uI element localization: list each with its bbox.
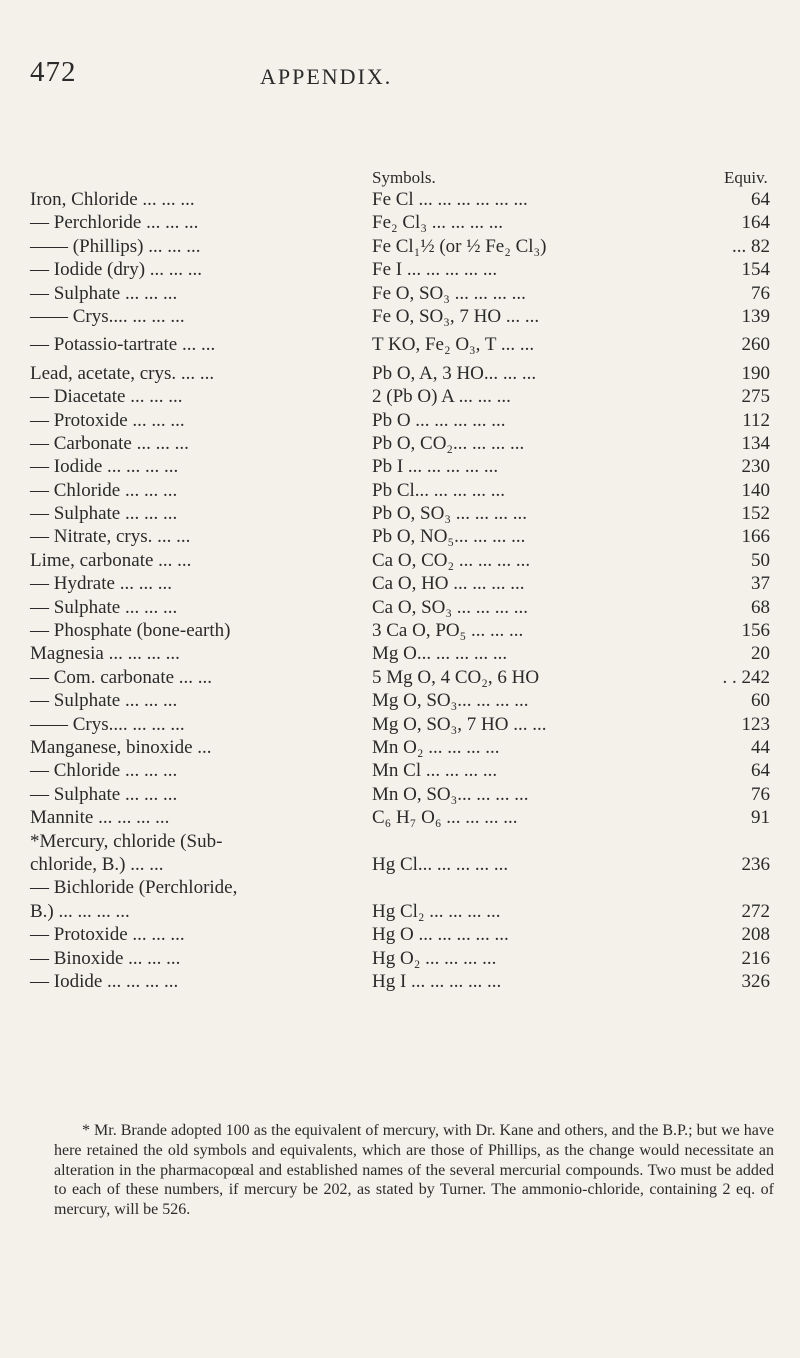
- compound-name: Lead, acetate, crys. ... ...: [30, 362, 215, 384]
- chemical-symbol: Fe Cl ... ... ... ... ... ...: [372, 189, 528, 210]
- equiv-heading: Equiv.: [724, 168, 768, 187]
- equivalent-value: 50: [751, 549, 770, 571]
- chemical-symbol: Pb O, SO₃ ... ... ... ...: [372, 503, 527, 525]
- equivalent-value: ... 82: [732, 235, 770, 257]
- chemical-symbol: 5 Mg O, 4 CO₂, 6 HO: [372, 666, 540, 688]
- equivalent-value: 272: [741, 900, 770, 922]
- equivalent-value: 166: [741, 526, 770, 548]
- compound-name: Mannite ... ... ... ...: [30, 807, 170, 829]
- equivalent-value: 164: [741, 212, 770, 234]
- table-row: [30, 549, 800, 572]
- table-row: [30, 333, 800, 356]
- table-row: [30, 713, 800, 736]
- compound-name: — Iodide ... ... ... ...: [30, 970, 179, 992]
- equivalent-value: 140: [741, 479, 770, 501]
- chemical-symbol: Hg I ... ... ... ... ...: [372, 970, 502, 992]
- table-row: [30, 572, 800, 595]
- chemical-symbol: Hg Cl₂ ... ... ... ...: [372, 900, 501, 922]
- table-row: [30, 970, 800, 993]
- compound-name: — Com. carbonate ... ...: [30, 666, 213, 688]
- compound-name: — Protoxide ... ... ...: [30, 409, 185, 431]
- compound-name: — Sulphate ... ... ...: [30, 690, 178, 712]
- compound-name: — Protoxide ... ... ...: [30, 924, 185, 946]
- table-row: [30, 455, 800, 478]
- equivalent-value: 68: [751, 596, 770, 618]
- symbols-heading: Symbols.: [372, 168, 436, 187]
- chemical-symbol: Pb O, NO₅... ... ... ...: [372, 526, 526, 548]
- chemical-symbol: C₆ H₇ O₆ ... ... ... ...: [372, 807, 518, 829]
- compound-name: — Carbonate ... ... ...: [30, 432, 189, 454]
- equivalent-value: 260: [741, 334, 770, 356]
- compound-name: Iron, Chloride ... ... ...: [30, 189, 195, 210]
- equivalent-value: 154: [741, 259, 770, 281]
- compound-name: — Sulphate ... ... ...: [30, 282, 178, 304]
- equivalent-value: 190: [741, 362, 770, 384]
- table-row: [30, 830, 800, 853]
- compound-name: — Phosphate (bone-earth): [30, 620, 231, 642]
- equivalent-value: 275: [741, 386, 770, 408]
- compound-name: —— Crys.... ... ... ...: [30, 713, 185, 735]
- table-row: [30, 385, 800, 408]
- chemical-symbol: Fe O, SO₃, 7 HO ... ...: [372, 305, 540, 327]
- compound-name: *Mercury, chloride (Sub-: [30, 830, 223, 852]
- equivalent-value: 64: [751, 189, 770, 210]
- compound-name: chloride, B.) ... ...: [30, 853, 164, 875]
- table-row: [30, 211, 800, 234]
- table-row: [30, 806, 800, 829]
- table-row: [30, 258, 800, 281]
- equivalent-value: . . 242: [722, 666, 770, 688]
- table-row: [30, 619, 800, 642]
- table-row: [30, 923, 800, 946]
- equivalent-value: 230: [741, 456, 770, 478]
- table-row: [30, 783, 800, 806]
- table-row: [30, 759, 800, 782]
- compound-name: — Iodide (dry) ... ... ...: [30, 259, 203, 281]
- equivalents-table: [30, 188, 800, 993]
- chemical-symbol: Ca O, CO₂ ... ... ... ...: [372, 549, 531, 571]
- table-row: [30, 479, 800, 502]
- table-row: [30, 305, 800, 328]
- compound-name: — Potassio-tartrate ... ...: [30, 334, 216, 356]
- table-row: [30, 235, 800, 258]
- chemical-symbol: Pb Cl... ... ... ... ...: [372, 479, 506, 501]
- chemical-symbol: Pb O, CO₂... ... ... ...: [372, 432, 525, 454]
- chemical-symbol: Fe I ... ... ... ... ...: [372, 259, 498, 281]
- compound-name: B.) ... ... ... ...: [30, 900, 130, 922]
- chemical-symbol: Mg O, SO₃, 7 HO ... ...: [372, 713, 547, 735]
- compound-name: — Perchloride ... ... ...: [30, 212, 199, 234]
- compound-name: — Hydrate ... ... ...: [30, 573, 172, 595]
- equivalent-value: 76: [751, 282, 770, 304]
- table-row: [30, 689, 800, 712]
- compound-name: — Binoxide ... ... ...: [30, 947, 181, 969]
- chemical-symbol: 2 (Pb O) A ... ... ...: [372, 386, 511, 408]
- footnote: * Mr. Brande adopted 100 as the equivalent of mercury, with Dr. Kane and others, and the B.P.; but we have here retained the old symbols and equivalents, which are those of Phillips, as the change would necessitate an alteration in the pharmacopœal and established names of the several mercurial compounds. Two must be added to each of these numbers, if mercury be 202, as stated by Turner. The ammonio-chloride, containing 2 eq. of mercury, will be 526.: [54, 1122, 774, 1219]
- compound-name: — Nitrate, crys. ... ...: [30, 526, 191, 548]
- chemical-symbol: Pb O ... ... ... ... ...: [372, 409, 506, 431]
- chemical-symbol: Pb O, A, 3 HO... ... ...: [372, 362, 537, 384]
- equivalent-value: 139: [741, 305, 770, 327]
- chemical-symbol: Hg O ... ... ... ... ...: [372, 924, 509, 946]
- chemical-symbol: Fe₂ Cl₃ ... ... ... ...: [372, 212, 503, 234]
- compound-name: — Chloride ... ... ...: [30, 479, 178, 501]
- running-title: APPENDIX.: [260, 64, 393, 89]
- compound-name: — Iodide ... ... ... ...: [30, 456, 179, 478]
- compound-name: — Sulphate ... ... ...: [30, 783, 178, 805]
- equivalent-value: 91: [751, 807, 770, 829]
- table-row: [30, 188, 800, 211]
- chemical-symbol: Ca O, SO₃ ... ... ... ...: [372, 596, 528, 618]
- chemical-symbol: 3 Ca O, PO₅ ... ... ...: [372, 620, 524, 642]
- table-row: [30, 642, 800, 665]
- equivalent-value: 236: [741, 853, 770, 875]
- table-row: [30, 736, 800, 759]
- compound-name: — Sulphate ... ... ...: [30, 503, 178, 525]
- column-headings: [30, 168, 800, 190]
- equivalent-value: 152: [741, 503, 770, 525]
- table-row: [30, 409, 800, 432]
- table-row: [30, 876, 800, 899]
- compound-name: Lime, carbonate ... ...: [30, 549, 192, 571]
- equivalent-value: 44: [751, 736, 770, 758]
- table-row: [30, 525, 800, 548]
- table-row: [30, 853, 800, 876]
- compound-name: — Chloride ... ... ...: [30, 760, 178, 782]
- table-row: [30, 947, 800, 970]
- compound-name: — Sulphate ... ... ...: [30, 596, 178, 618]
- chemical-symbol: Pb I ... ... ... ... ...: [372, 456, 499, 478]
- chemical-symbol: Mn Cl ... ... ... ...: [372, 760, 498, 782]
- equivalent-value: 326: [741, 970, 770, 992]
- chemical-symbol: Fe O, SO₃ ... ... ... ...: [372, 282, 526, 304]
- table-row: [30, 900, 800, 923]
- table-row: [30, 596, 800, 619]
- compound-name: —— Crys.... ... ... ...: [30, 305, 185, 327]
- compound-name: — Diacetate ... ... ...: [30, 386, 183, 408]
- chemical-symbol: Hg Cl... ... ... ... ...: [372, 853, 509, 875]
- chemical-symbol: Fe Cl₁½ (or ½ Fe₂ Cl₃): [372, 235, 547, 257]
- equivalent-value: 208: [741, 924, 770, 946]
- equivalent-value: 76: [751, 783, 770, 805]
- equivalent-value: 64: [751, 760, 770, 782]
- table-row: [30, 282, 800, 305]
- chemical-symbol: Ca O, HO ... ... ... ...: [372, 573, 525, 595]
- table-row: [30, 666, 800, 689]
- table-row: [30, 502, 800, 525]
- compound-name: —— (Phillips) ... ... ...: [30, 235, 201, 257]
- chemical-symbol: Mg O, SO₃... ... ... ...: [372, 690, 529, 712]
- compound-name: Manganese, binoxide ...: [30, 736, 212, 758]
- equivalent-value: 20: [751, 643, 770, 665]
- table-row: [30, 362, 800, 385]
- equivalent-value: 216: [741, 947, 770, 969]
- equivalent-value: 156: [741, 620, 770, 642]
- compound-name: Magnesia ... ... ... ...: [30, 643, 180, 665]
- equivalent-value: 60: [751, 690, 770, 712]
- equivalent-value: 134: [741, 432, 770, 454]
- table-row: [30, 432, 800, 455]
- chemical-symbol: Mg O... ... ... ... ...: [372, 643, 508, 665]
- equivalent-value: 112: [742, 409, 770, 431]
- equivalent-value: 123: [741, 713, 770, 735]
- chemical-symbol: Hg O₂ ... ... ... ...: [372, 947, 497, 969]
- chemical-symbol: T KO, Fe₂ O₃, T ... ...: [372, 334, 535, 356]
- compound-name: — Bichloride (Perchloride,: [30, 877, 238, 899]
- chemical-symbol: Mn O₂ ... ... ... ...: [372, 736, 500, 758]
- page-header: [30, 56, 770, 116]
- equivalent-value: 37: [751, 573, 770, 595]
- chemical-symbol: Mn O, SO₃... ... ... ...: [372, 783, 529, 805]
- page-number: 472: [30, 56, 77, 88]
